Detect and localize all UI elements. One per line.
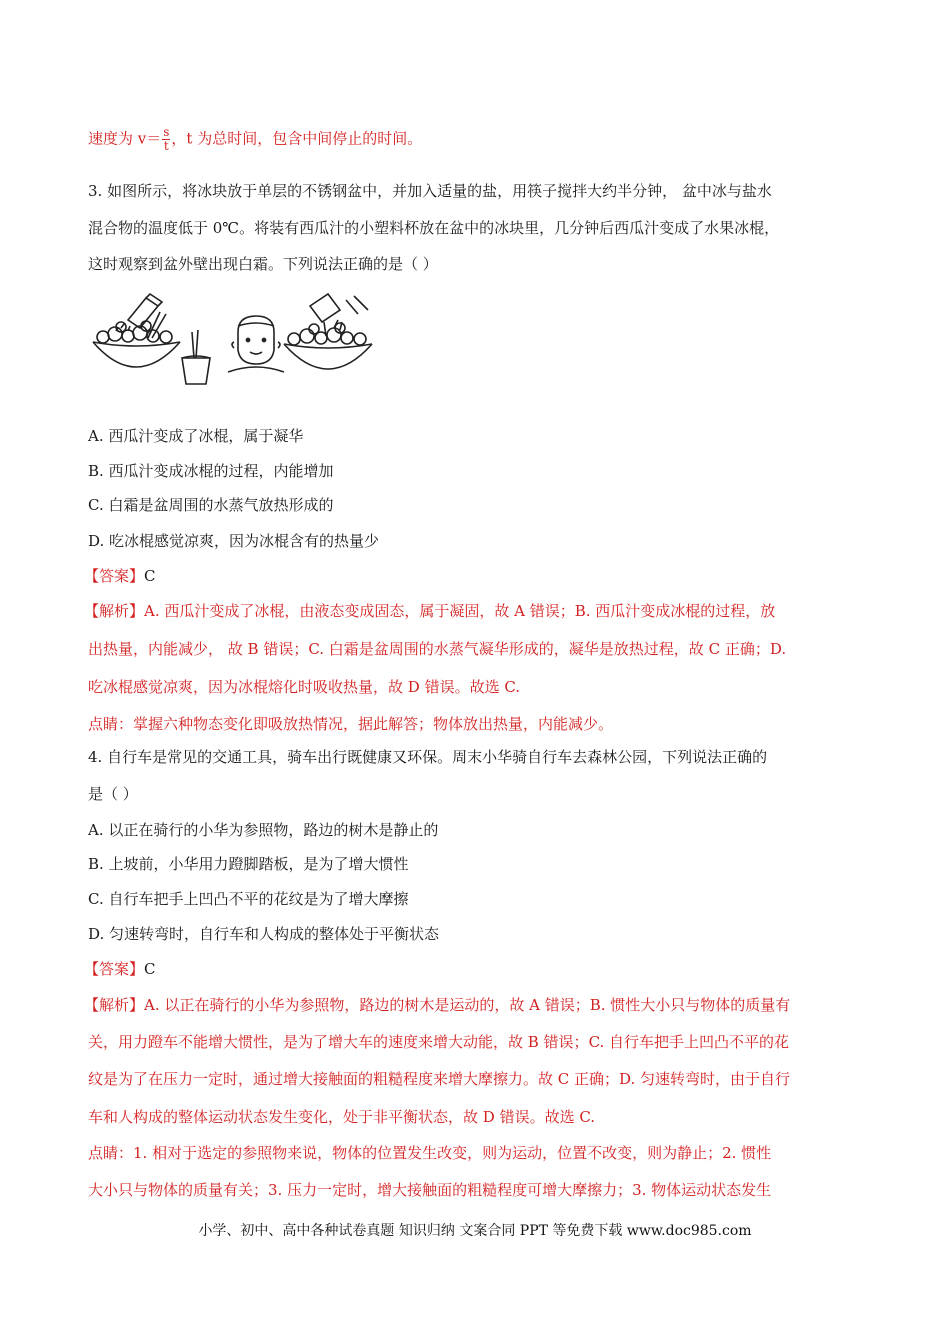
q4-option-a: A. 以正在骑行的小华为参照物，路边的树木是静止的: [88, 821, 439, 839]
q3-stem-line-1: 3. 如图所示，将冰块放于单层的不锈钢盆中，并加入适量的盐，用筷子搅拌大约半分钟， 盆中冰与盐水: [88, 182, 772, 200]
answer-value: C: [144, 960, 156, 978]
ice-bowl-illustration: [88, 292, 388, 390]
answer-value: C: [144, 567, 156, 585]
q4-analysis-line-1: 【解析】A. 以正在骑行的小华为参照物，路边的树木是运动的，故 A 错误；B. 惯性大小只与物体的质量有: [84, 996, 791, 1014]
q3-option-c: C. 白霜是盆周围的水蒸气放热形成的: [88, 496, 334, 514]
q3-option-d: D. 吃冰棍感觉凉爽，因为冰棍含有的热量少: [88, 532, 380, 550]
fraction-s-over-t: [162, 126, 170, 153]
q4-analysis-line-4: 车和人构成的整体运动状态发生变化，处于非平衡状态，故 D 错误。故选 C.: [88, 1108, 596, 1126]
q3-option-b: B. 西瓜汁变成冰棍的过程，内能增加: [88, 462, 334, 480]
q4-option-d: D. 匀速转弯时，自行车和人构成的整体处于平衡状态: [88, 925, 440, 943]
formula-text-after: ，t 为总时间，包含中间停止的时间。: [171, 129, 423, 148]
q4-tip-line-1: 点睛：1. 相对于选定的参照物来说，物体的位置发生改变，则为运动，位置不改变，则为静止；2. 惯性: [88, 1144, 772, 1162]
answer-label: 【答案】: [84, 567, 145, 585]
q4-analysis-line-3: 纹是为了在压力一定时，通过增大接触面的粗糙程度来增大摩擦力。故 C 正确；D. 匀速转弯时，由于自行: [88, 1070, 791, 1088]
page-footer: 小学、初中、高中各种试卷真题 知识归纳 文案合同 PPT 等免费下载 www.doc985.com: [198, 1223, 752, 1239]
q4-tip-line-2: 大小只与物体的质量有关；3. 压力一定时，增大接触面的粗糙程度可增大摩擦力；3. 物体运动状态发生: [88, 1181, 772, 1199]
q4-analysis-line-2: 关，用力蹬车不能增大惯性，是为了增大车的速度来增大动能，故 B 错误；C. 自行车把手上凹凸不平的花: [88, 1033, 790, 1051]
q4-stem-line-1: 4. 自行车是常见的交通工具，骑车出行既健康又环保。周末小华骑自行车去森林公园，下列说法正确的: [88, 748, 768, 766]
q4-option-c: C. 自行车把手上凹凸不平的花纹是为了增大摩擦: [88, 890, 409, 908]
q4-stem-line-2: 是（ ）: [88, 785, 138, 803]
q3-stem-line-2: 混合物的温度低于 0℃。将装有西瓜汁的小塑料杯放在盆中的冰块里，几分钟后西瓜汁变成了水果冰棍，: [88, 219, 780, 237]
q3-analysis-line-1: 【解析】A. 西瓜汁变成了冰棍，由液态变成固态，属于凝固，故 A 错误；B. 西瓜汁变成冰棍的过程，放: [84, 602, 776, 620]
q4-answer: [84, 958, 156, 980]
fraction-denominator: t: [163, 139, 169, 153]
answer-label: 【答案】: [84, 960, 145, 978]
q3-analysis-line-2: 出热量，内能减少， 故 B 错误；C. 白霜是盆周围的水蒸气凝华形成的，凝华是放热过程，故 C 正确；D.: [88, 640, 787, 658]
q4-option-b: B. 上坡前，小华用力蹬脚踏板，是为了增大惯性: [88, 855, 409, 873]
q3-option-a: A. 西瓜汁变成了冰棍，属于凝华: [88, 427, 304, 445]
q3-answer: [84, 565, 156, 587]
q3-stem-line-3: 这时观察到盆外壁出现白霜。下列说法正确的是（ ）: [88, 255, 438, 273]
q3-tip: 点睛：掌握六种物态变化即吸放热情况，据此解答；物体放出热量，内能减少。: [88, 715, 614, 733]
formula-text-before: 速度为 v＝: [88, 129, 162, 148]
speed-formula-line: [88, 126, 422, 153]
fraction-numerator: s: [163, 125, 170, 139]
q3-analysis-line-3: 吃冰棍感觉凉爽，因为冰棍熔化时吸收热量，故 D 错误。故选 C.: [88, 678, 521, 696]
